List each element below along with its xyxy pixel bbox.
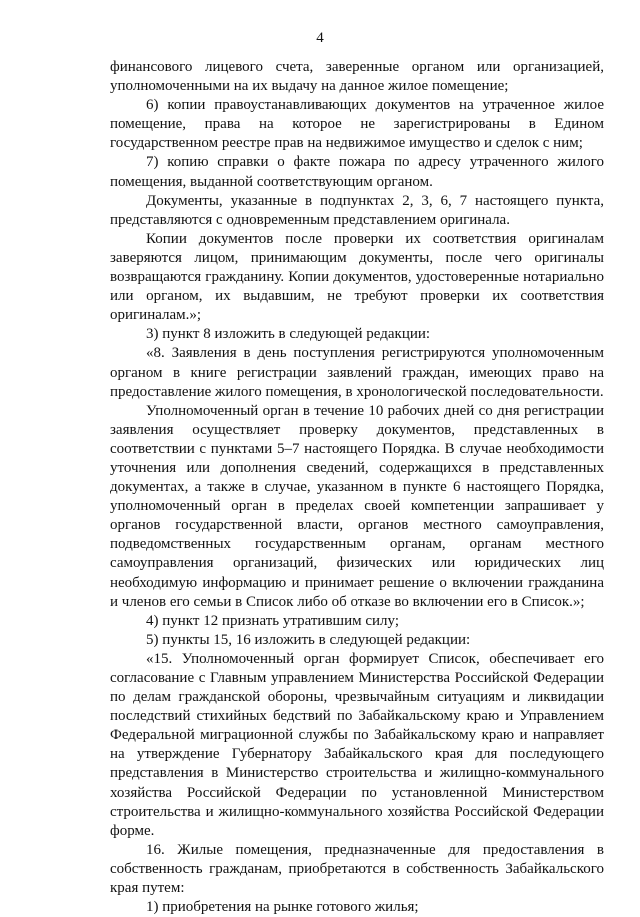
document-body: [110, 58, 604, 917]
paragraph-amendment-3: 3) пункт 8 изложить в следующей редакции:: [146, 326, 431, 343]
paragraph-continuation: финансового лицевого счета, заверенные органом или организацией, уполномоченными на их выдачу на данное жилое помещение;: [110, 59, 604, 95]
paragraph-copies-note: Копии документов после проверки их соответствия оригиналам заверяются лицом, принимающим документы, после чего оригиналы возвращаются гражданину. Копии документов, удостоверенные нотариально или органом, их выдавшим, не требуют проверки их соответствия оригиналам.»;: [110, 230, 604, 324]
paragraph-amendment-5: 5) пункты 15, 16 изложить в следующей редакции:: [146, 631, 471, 648]
paragraph-clause-8: «8. Заявления в день поступления регистрируются уполномоченным органом в книге регистрации заявлений граждан, имеющих право на предоставление жилого помещения, в хронологической последовательности.: [110, 345, 604, 400]
paragraph-originals-note: Документы, указанные в подпунктах 2, 3, 6, 7 настоящего пункта, представляются с одновременным представлением оригинала.: [110, 192, 604, 228]
paragraph-item-7: 7) копию справки о факте пожара по адресу утраченного жилого помещения, выданной соответствующим органом.: [110, 154, 604, 190]
paragraph-item-6: 6) копии правоустанавливающих документов на утраченное жилое помещение, права на которое не зарегистрированы в Едином государственном реестре прав на недвижимое имущество и сделок с ним;: [110, 97, 604, 152]
paragraph-clause-16: 16. Жилые помещения, предназначенные для предоставления в собственность гражданам, приобретаются в собственность Забайкальского края путем:: [110, 841, 604, 897]
page-number: 4: [316, 30, 324, 46]
paragraph-amendment-4: 4) пункт 12 признать утратившим силу;: [146, 612, 400, 629]
paragraph-clause-15: «15. Уполномоченный орган формирует Список, обеспечивает его согласование с Главным управлением Министерства Российской Федерации по делам гражданской обороны, чрезвычайным ситуациям и ликвидации последствий стихийных бедствий по Забайкальскому краю и Управлением Федеральной миграционной службы по Забайкальскому краю и направляет на утверждение Губернатору Забайкальского края для последующего представления в Министерство строительства и жилищно-коммунального хозяйства Российской Федерации по установленной Министерством строительства и жилищно-коммунального хозяйства Российской Федерации форме.: [110, 650, 604, 839]
paragraph-clause-8-review: Уполномоченный орган в течение 10 рабочих дней со дня регистрации заявления осуществляет проверку документов, представленных в соответствии с пунктами 5–7 настоящего Порядка. В случае необходимости уточнения или дополнения сведений, содержащихся в представленных документах, а также в случае, указанном в пункте 6 настоящего Порядка, уполномоченный орган в пределах своей компетенции запрашивает у органов государственной власти, органов местного самоуправления, подведомственных государственным органам, органам местного самоуправления организаций, физических или юридических лиц необходимую информацию и принимает решение о включении гражданина и членов его семьи в Список либо об отказе во включении его в Список.»;: [110, 402, 604, 610]
paragraph-clause-16-item-1: 1) приобретения на рынке готового жилья;: [146, 899, 419, 916]
